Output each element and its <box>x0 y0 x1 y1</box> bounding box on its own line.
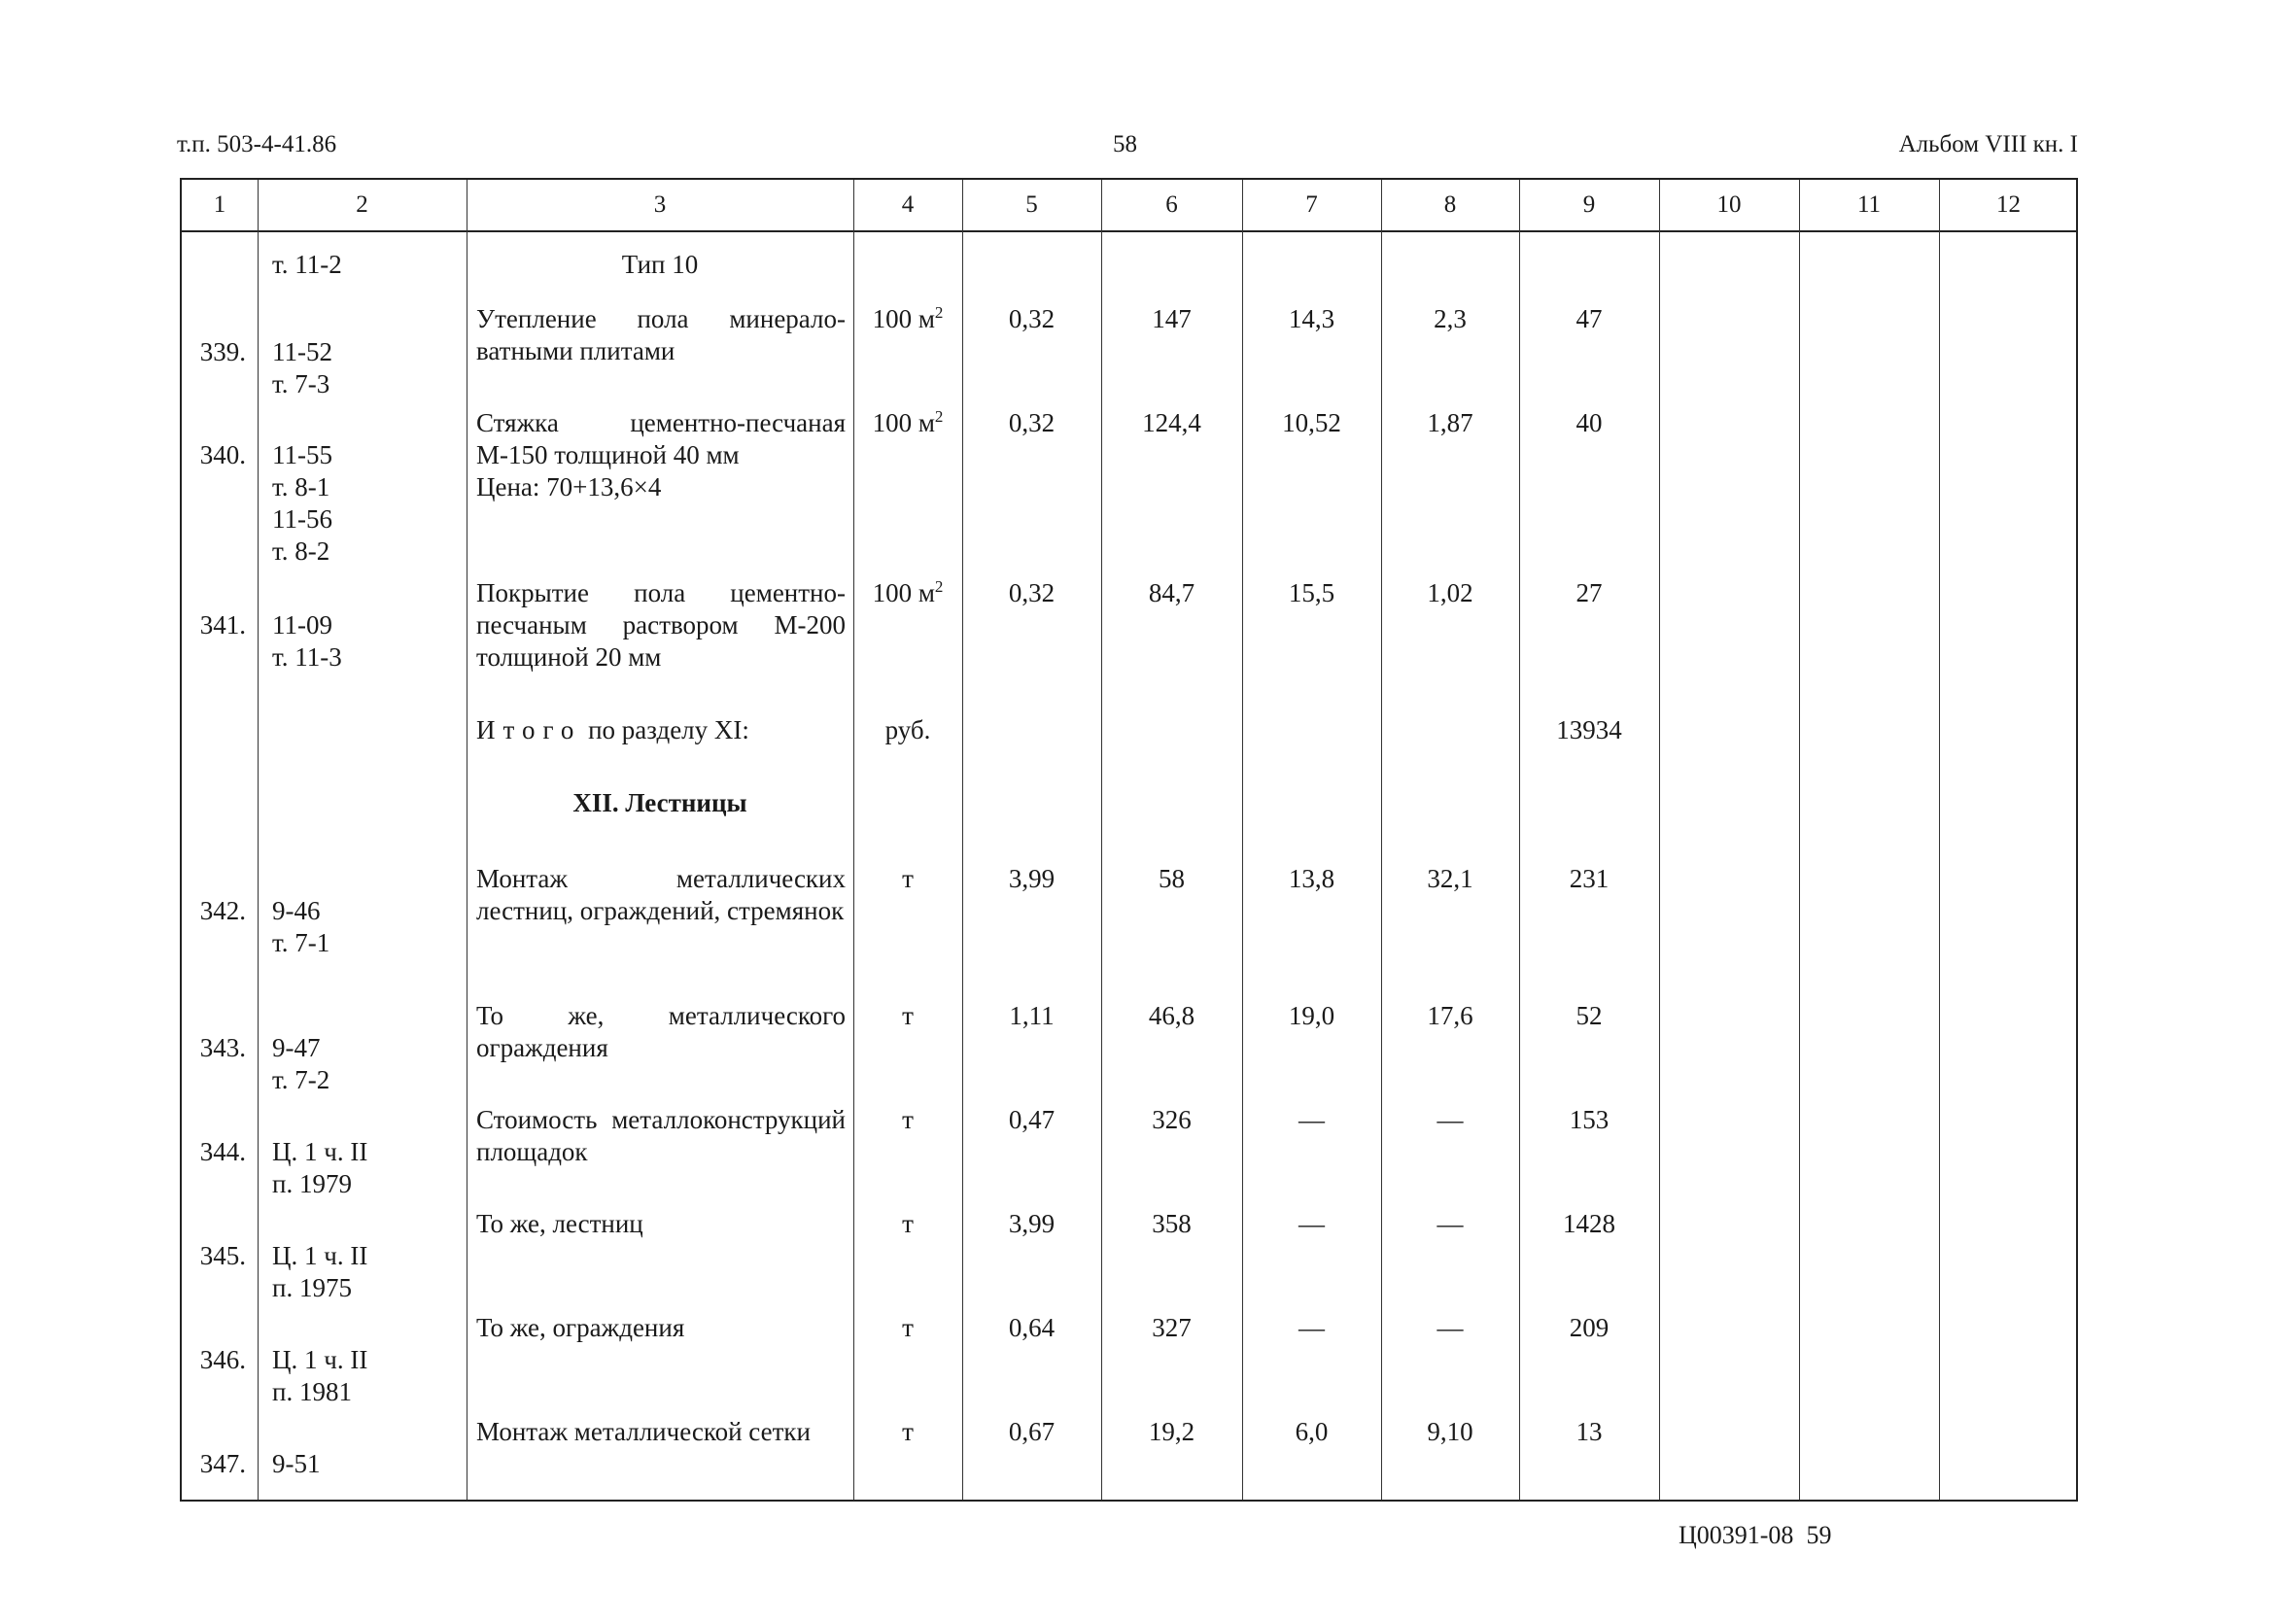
column-header-5: 5 <box>1025 191 1038 218</box>
column-header-11: 11 <box>1856 191 1882 218</box>
row-quantity: 0,32 <box>1008 408 1056 437</box>
row-col7: 6,0 <box>1295 1417 1329 1446</box>
row-number: 347. <box>199 1449 246 1478</box>
row-number: 341. <box>199 610 246 639</box>
total-unit: руб. <box>884 715 931 744</box>
column-header-10: 10 <box>1716 191 1742 218</box>
footer-code: Ц00391-08 <box>1679 1521 1794 1549</box>
row-unit-cost: 58 <box>1159 864 1185 893</box>
column-header-12: 12 <box>1996 191 2021 218</box>
row-code-table: п. 1979 <box>272 1169 352 1198</box>
row-code: Ц. 1 ч. II <box>272 1241 368 1270</box>
row-total: 153 <box>1569 1105 1610 1134</box>
row-quantity: 0,32 <box>1008 304 1056 333</box>
column-divider <box>1659 180 1660 1500</box>
row-unit: 100 $м^2$ <box>872 303 944 333</box>
row-description: Утепление пола минерало-ватными плитами <box>476 304 846 365</box>
column-divider <box>1101 180 1102 1500</box>
row-number: 343. <box>199 1033 246 1062</box>
row-col7: 15,5 <box>1288 578 1335 607</box>
row-col7: 14,3 <box>1288 304 1335 333</box>
header-document-code: т.п. 503-4-41.86 <box>177 131 337 157</box>
column-divider <box>1381 180 1382 1500</box>
row-description: Стоимость металлоконструкций площадок <box>476 1105 846 1166</box>
row-col8: — <box>1437 1209 1464 1238</box>
row-col7: — <box>1298 1313 1325 1342</box>
row-code-table: п. 1975 <box>272 1273 352 1302</box>
row-number: 339. <box>199 337 246 366</box>
row-code: 9-46 <box>272 896 321 925</box>
row-total: 209 <box>1569 1313 1610 1342</box>
row-unit: т <box>902 1105 914 1134</box>
column-header-6: 6 <box>1165 191 1178 218</box>
row-col8: — <box>1437 1313 1464 1342</box>
column-header-8: 8 <box>1443 191 1457 218</box>
row-code: Ц. 1 ч. II <box>272 1345 368 1374</box>
column-header-2: 2 <box>356 191 368 218</box>
row-col8: 32,1 <box>1427 864 1473 893</box>
subsection-title: Тип 10 <box>621 250 699 279</box>
row-col8: 1,02 <box>1427 578 1473 607</box>
row-unit: т <box>902 864 914 893</box>
row-code: 11-55 <box>272 440 332 469</box>
row-col7: — <box>1298 1105 1325 1134</box>
row-unit: т <box>902 1209 914 1238</box>
column-header-3: 3 <box>653 191 667 218</box>
row-code-table: т. 8-1 <box>272 472 330 501</box>
row-unit: 100 $м^2$ <box>872 577 944 607</box>
row-unit-cost: 19,2 <box>1148 1417 1195 1446</box>
row-code: 11-56 <box>272 504 332 534</box>
column-header-1: 1 <box>213 191 226 218</box>
row-total: 40 <box>1575 408 1603 437</box>
row-code: Ц. 1 ч. II <box>272 1137 368 1166</box>
row-col8: 2,3 <box>1434 304 1467 333</box>
row-unit: т <box>902 1313 914 1342</box>
total-label: Итого по разделу XI: <box>476 715 749 744</box>
row-number: 340. <box>199 440 246 469</box>
row-col8: 17,6 <box>1427 1001 1473 1030</box>
row-quantity: 0,32 <box>1008 578 1056 607</box>
row-unit-cost: 84,7 <box>1148 578 1195 607</box>
row-number: 345. <box>199 1241 246 1270</box>
row-code: т. 11-2 <box>272 250 342 279</box>
row-description: То же, ограждения <box>476 1313 685 1342</box>
row-code: 11-52 <box>272 337 332 366</box>
row-total: 52 <box>1575 1001 1603 1030</box>
row-code: 11-09 <box>272 610 332 639</box>
footer-sheet-code <box>1679 1521 1831 1550</box>
total-value: 13934 <box>1556 715 1622 744</box>
row-code-table: т. 7-3 <box>272 369 330 398</box>
row-code-table: т. 7-1 <box>272 928 330 957</box>
row-total: 13 <box>1575 1417 1603 1446</box>
section-title: XII. Лестницы <box>572 788 747 817</box>
row-col7: — <box>1298 1209 1325 1238</box>
row-col7: 19,0 <box>1288 1001 1335 1030</box>
column-divider <box>853 180 854 1500</box>
row-quantity: 0,47 <box>1008 1105 1056 1134</box>
row-code: 9-51 <box>272 1449 321 1478</box>
row-unit: 100 $м^2$ <box>872 407 944 437</box>
row-price-formula: Цена: 70+13,6×4 <box>476 472 662 501</box>
row-code-table: т. 7-2 <box>272 1065 330 1094</box>
row-quantity: 1,11 <box>1009 1001 1055 1030</box>
row-total: 47 <box>1575 304 1603 333</box>
row-col7: 13,8 <box>1288 864 1335 893</box>
row-description: То же, металлического ограждения <box>476 1001 846 1062</box>
row-total: 1428 <box>1563 1209 1615 1238</box>
row-col8: 1,87 <box>1427 408 1473 437</box>
row-unit-cost: 147 <box>1152 304 1192 333</box>
header-album: Альбом VIII кн. I <box>1898 131 2078 157</box>
column-divider <box>258 180 259 1500</box>
row-total: 27 <box>1575 578 1603 607</box>
row-unit-cost: 326 <box>1152 1105 1192 1134</box>
column-header-4: 4 <box>901 191 915 218</box>
row-description: Покрытие пола цементно-песчаным раствором М-200 толщиной 20 мм <box>476 578 846 672</box>
row-unit-cost: 327 <box>1152 1313 1192 1342</box>
row-col7: 10,52 <box>1282 408 1341 437</box>
row-description: То же, лестниц <box>476 1209 643 1238</box>
row-number: 346. <box>199 1345 246 1374</box>
row-quantity: 3,99 <box>1008 1209 1056 1238</box>
row-unit-cost: 358 <box>1152 1209 1192 1238</box>
row-quantity: 3,99 <box>1008 864 1056 893</box>
row-quantity: 0,64 <box>1008 1313 1056 1342</box>
estimate-table <box>180 178 2078 1502</box>
row-quantity: 0,67 <box>1008 1417 1056 1446</box>
column-divider <box>1242 180 1243 1500</box>
row-description: Монтаж металлических лестниц, ограждений, стремянок <box>476 864 846 925</box>
row-code: 9-47 <box>272 1033 321 1062</box>
column-divider <box>1519 180 1520 1500</box>
row-code-table: т. 8-2 <box>272 536 330 566</box>
row-total: 231 <box>1569 864 1610 893</box>
row-col8: 9,10 <box>1427 1417 1473 1446</box>
row-unit: т <box>902 1417 914 1446</box>
row-code-table: п. 1981 <box>272 1377 352 1406</box>
column-header-7: 7 <box>1305 191 1318 218</box>
row-col8: — <box>1437 1105 1464 1134</box>
row-unit-cost: 46,8 <box>1148 1001 1195 1030</box>
footer-page: 59 <box>1806 1521 1832 1549</box>
column-divider <box>1939 180 1940 1500</box>
row-unit-cost: 124,4 <box>1142 408 1201 437</box>
column-divider <box>1799 180 1800 1500</box>
row-description: Стяжка цементно-песчаная М-150 толщиной 40 мм <box>476 408 846 469</box>
row-code-table: т. 11-3 <box>272 642 342 672</box>
column-divider <box>962 180 963 1500</box>
row-description: Монтаж металлической сетки <box>476 1417 811 1446</box>
row-number: 344. <box>199 1137 246 1166</box>
row-unit: т <box>902 1001 914 1030</box>
header-page-number: 58 <box>1113 131 1137 157</box>
row-number: 342. <box>199 896 246 925</box>
column-header-9: 9 <box>1582 191 1596 218</box>
